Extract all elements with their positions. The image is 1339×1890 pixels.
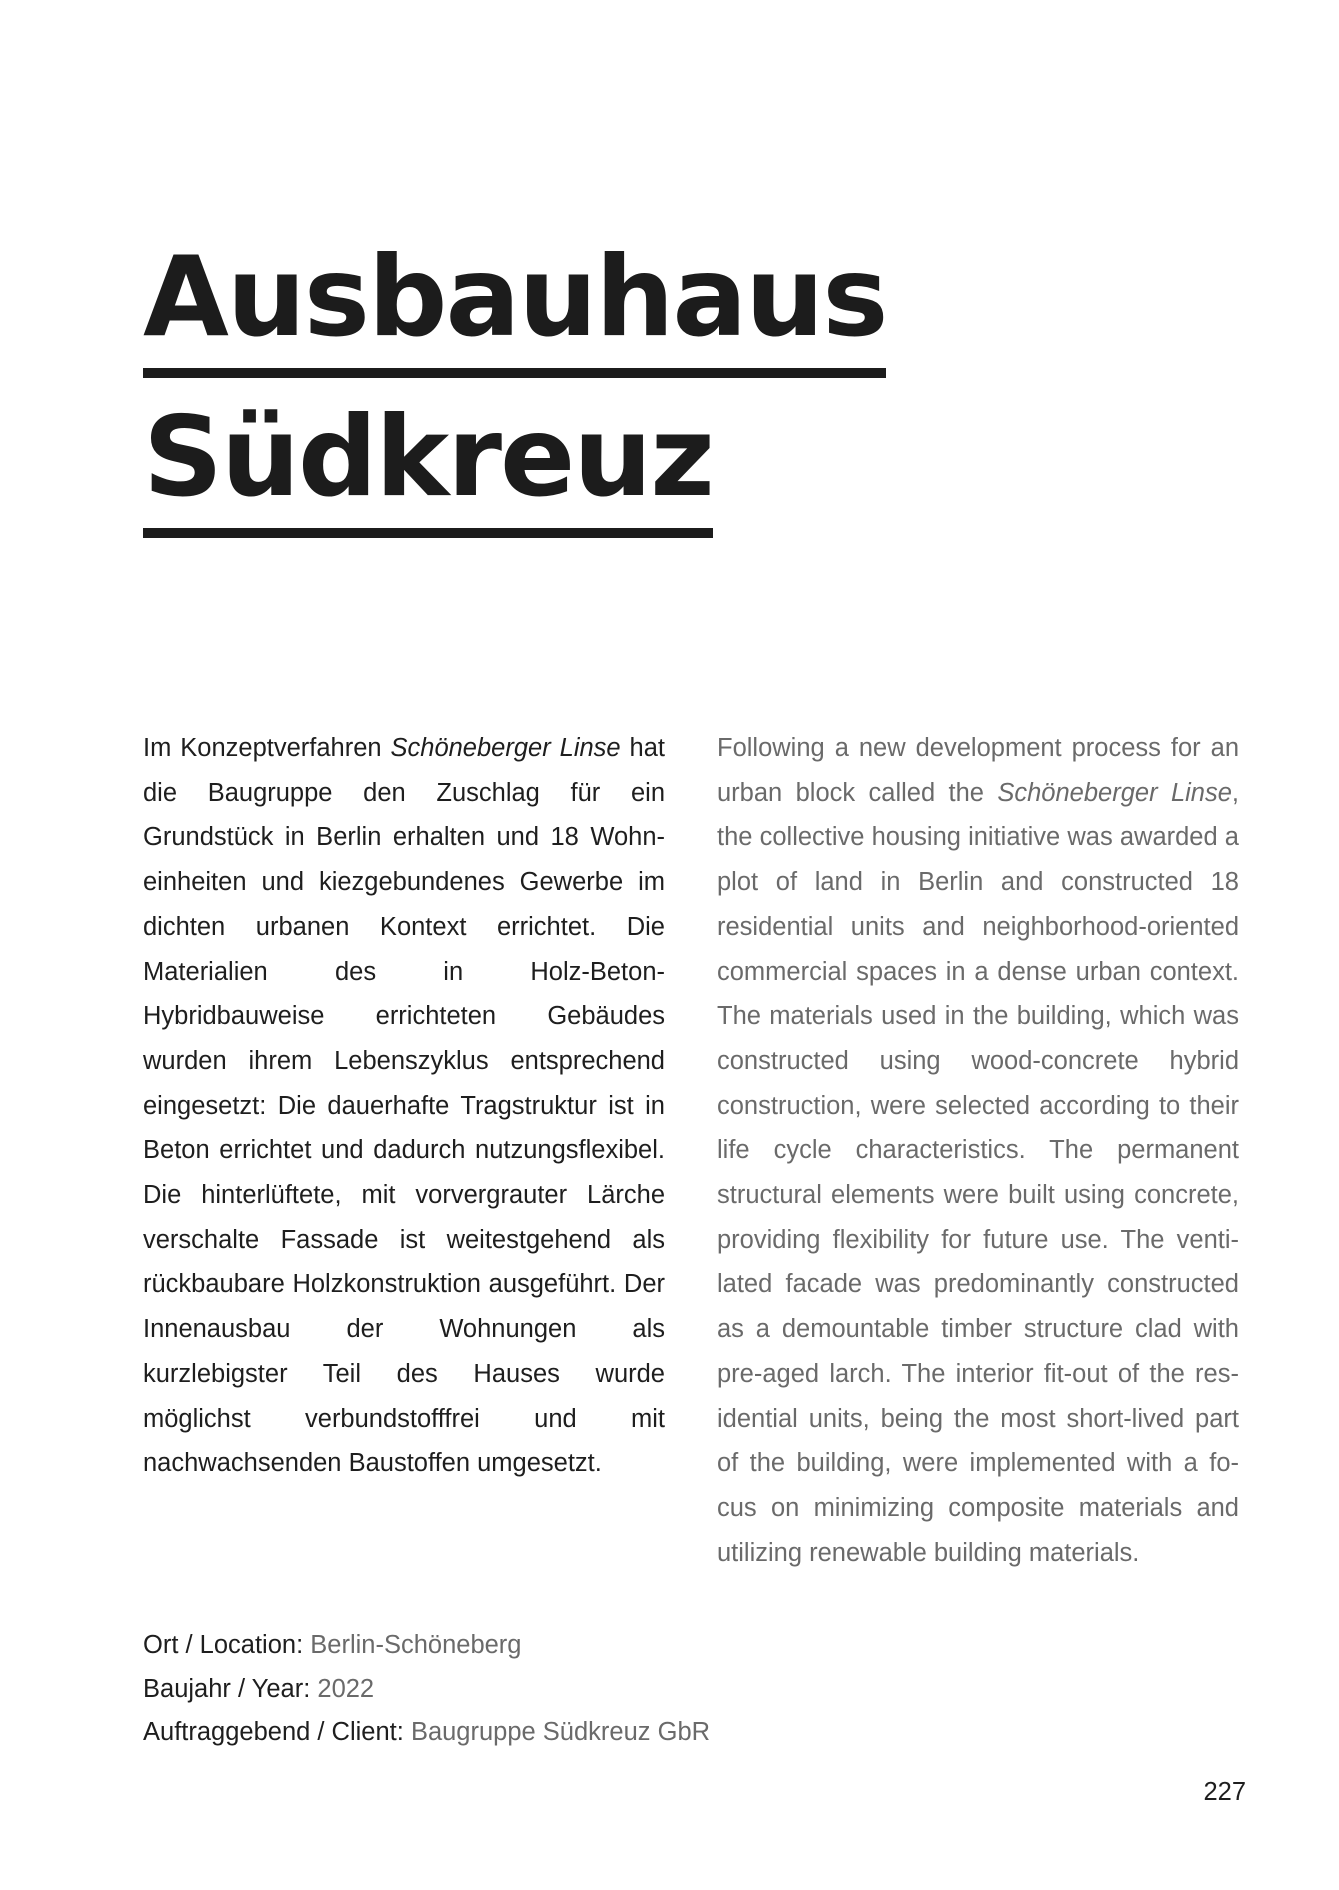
german-intro: Im Konzeptverfahren xyxy=(143,734,391,762)
title-line-2: Südkreuz xyxy=(143,378,713,538)
english-column xyxy=(717,726,1239,1575)
english-body: , the collective housing initiative was awarded a plot of land in Berlin and constructed 18 residential units and neighborhood-oriented commercial spaces in a dense urban context. The materials used in the building, which was constructed using wood-concrete hybrid construction, were selected according to their life cycle characteristics. The permanent structural elements were built using concrete, providing flexibility for future use. The ventilated facade was predominantly constructed as a demountable timber structure clad with pre-aged larch. The interior fit-out of the residential units, being the most short-lived part of the building, were implemented with a focus on minimizing composite materials and utilizing renewable building materials. xyxy=(717,778,1239,1567)
german-column xyxy=(143,726,665,1486)
meta-value-location: Berlin-Schöneberg xyxy=(310,1631,522,1659)
meta-value-year: 2022 xyxy=(317,1674,375,1703)
meta-row-year xyxy=(143,1668,710,1712)
german-project-name: Schöneberger Linse xyxy=(390,734,621,762)
english-project-name: Schöneberger Linse xyxy=(997,778,1232,807)
meta-label-year: Baujahr / Year: xyxy=(143,1674,311,1703)
meta-label-location: Ort / Location: xyxy=(143,1631,304,1659)
page-title xyxy=(143,218,886,538)
english-paragraph xyxy=(717,726,1239,1575)
page-number: 227 xyxy=(1203,1778,1246,1806)
meta-row-client xyxy=(143,1711,710,1755)
meta-row-location xyxy=(143,1624,710,1668)
project-metadata xyxy=(143,1624,710,1755)
german-paragraph xyxy=(143,726,665,1486)
german-body: hat die Baugruppe den Zuschlag für ein Grundstück in Berlin erhalten und 18 Wohneinheiten und kiezgebundenes Gewerbe im dichten urbanen Kontext errichtet. Die Materialien des in Holz-Beton-Hybridbauweise errichteten Gebäudes wurden ihrem Lebenszyklus entsprechend eingesetzt: Die dauerhafte Tragstruktur ist in Beton errichtet und dadurch nutzungsflexibel. Die hinterlüftete, mit vorvergrauter Lärche verschalte Fassade ist weitestgehend als rückbaubare Holzkonstruktion ausgeführt. Der Innenausbau der Wohnungen als kurzlebigster Teil des Hauses wurde möglichst verbundstofffrei und mit nachwachsenden Baustoffen umgesetzt. xyxy=(143,734,665,1478)
meta-label-client: Auftraggebend / Client: xyxy=(143,1718,404,1746)
title-line-1: Ausbauhaus xyxy=(143,218,886,378)
english-intro: Following a new development process for an urban block called the xyxy=(717,734,1239,807)
meta-value-client: Baugruppe Südkreuz GbR xyxy=(410,1718,711,1746)
